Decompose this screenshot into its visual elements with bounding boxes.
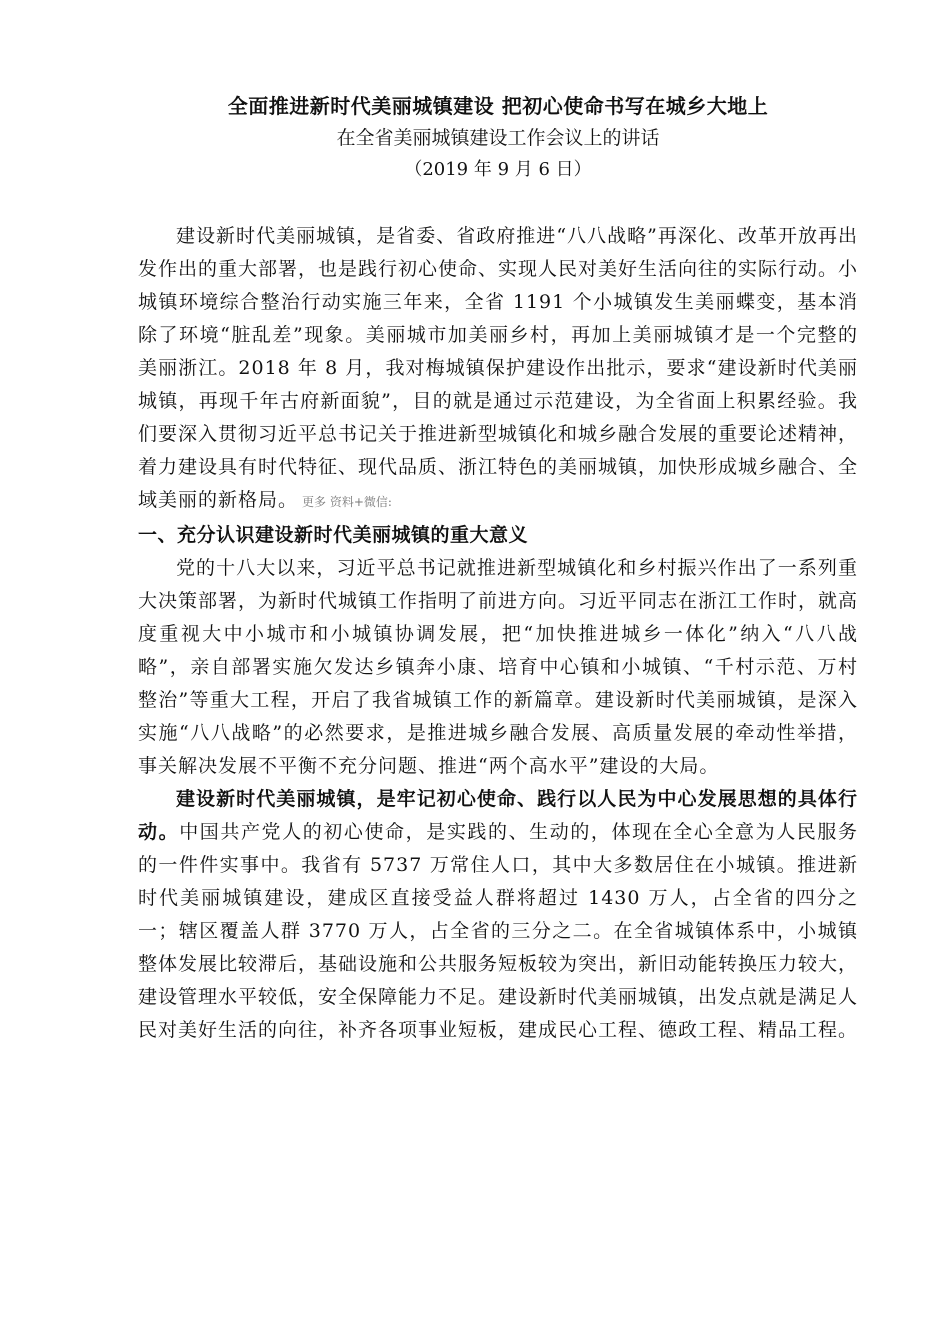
more-info-note: 更多 资料+微信: — [302, 495, 392, 509]
section-heading-wrap — [138, 519, 858, 552]
section-heading-1: 一、充分认识建设新时代美丽城镇的重大意义 — [138, 524, 529, 546]
paragraph-intro — [138, 220, 858, 519]
paragraph-body-text: 中国共产党人的初心使命，是实践的、生动的，体现在全心全意为人民服务的一件件实事中。我省有 5737 万常住人口，其中大多数居住在小城镇。推进新时代美丽城镇建设，建成区直接受益人群将超过 1430 万人，占全省的四分之一；辖区覆盖人群 3770 万人，占全省的三分之二。在全省城镇体系中，小城镇整体发展比较滞后，基础设施和公共服务短板较为突出，新旧动能转换压力较大，建设管理水平较低，安全保障能力不足。建设新时代美丽城镇，出发点就是满足人民对美好生活的向往，补齐各项事业短板，建成民心工程、德政工程、精品工程。 — [138, 821, 859, 1041]
document-title: 全面推进新时代美丽城镇建设 把初心使命书写在城乡大地上 — [227, 94, 769, 118]
document-page — [138, 90, 858, 1047]
document-date: （2019 年 9 月 6 日） — [404, 159, 592, 180]
paragraph-initial-mission — [138, 783, 858, 1047]
document-subtitle: 在全省美丽城镇建设工作会议上的讲话 — [336, 127, 660, 149]
paragraph-intro-text: 建设新时代美丽城镇，是省委、省政府推进“八八战略”再深化、改革开放再出发作出的重大部署，也是践行初心使命、实现人民对美好生活向往的实际行动。小城镇环境综合整治行动实施三年来，全省 1191 个小城镇发生美丽蝶变，基本消除了环境“脏乱差”现象。美丽城市加美丽乡村，再加上美丽城镇才是一个完整的美丽浙江。2018 年 8 月，我对梅城镇保护建设作出批示，要求“建设新时代美丽城镇，再现千年古府新面貌”，目的就是通过示范建设，为全省面上积累经验。我们要深入贯彻习近平总书记关于推进新型城镇化和城乡融合发展的重要论述精神，着力建设具有时代特征、现代品质、浙江特色的美丽城镇，加快形成城乡融合、全域美丽的新格局。 — [138, 225, 859, 511]
paragraph-significance: 党的十八大以来，习近平总书记就推进新型城镇化和乡村振兴作出了一系列重大决策部署，为新时代城镇工作指明了前进方向。习近平同志在浙江工作时，就高度重视大中小城市和小城镇协调发展，把“加快推进城乡一体化”纳入“八八战略”，亲自部署实施欠发达乡镇奔小康、培育中心镇和小城镇、“千村示范、万村整治”等重大工程，开启了我省城镇工作的新篇章。建设新时代美丽城镇，是深入实施“八八战略”的必然要求，是推进城乡融合发展、高质量发展的牵动性举措，事关解决发展不平衡不充分问题、推进“两个高水平”建设的大局。 — [138, 557, 859, 777]
paragraph-lead-sentence: 建设新时代美丽城镇，是牢记初心使命、践行以人民为中心发展思想的具体行动。 — [138, 788, 858, 843]
